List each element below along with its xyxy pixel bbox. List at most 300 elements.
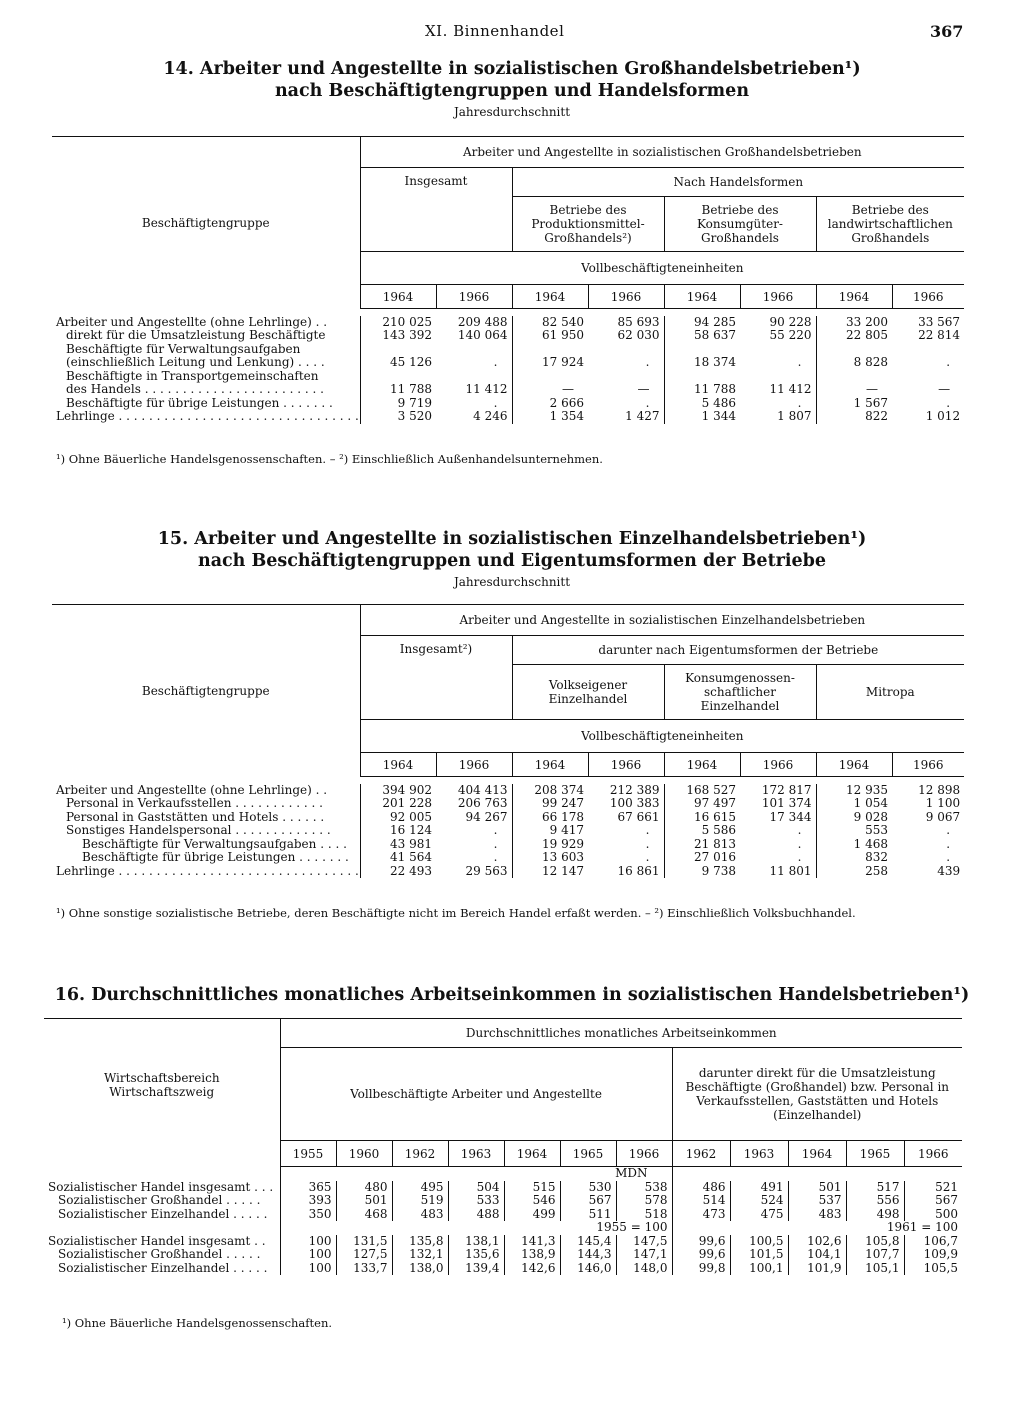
data-cell: 208 374 (512, 784, 588, 798)
data-cell: 100,1 (730, 1262, 788, 1276)
data-cell: 29 563 (465, 863, 508, 878)
table-row (52, 797, 964, 811)
table15-header-unit: Vollbeschäftigteneinheiten (360, 720, 964, 753)
table15-header-col2: Konsumgenossen-schaftlicher Einzelhandel (664, 665, 816, 720)
data-cell: . (645, 823, 650, 837)
data-cell: 13 603 (512, 851, 588, 865)
table16 (44, 1018, 962, 1275)
t16-year-left-0: 1955 (280, 1141, 336, 1167)
data-cell: 138,0 (392, 1262, 448, 1276)
table16-body (44, 1167, 962, 1276)
table-row (52, 370, 964, 384)
data-cell: 1 468 (816, 838, 892, 852)
data-cell: 350 (308, 1206, 332, 1221)
t14-year-4: 1964 (664, 285, 740, 309)
data-cell: 511 (560, 1208, 616, 1222)
data-cell: 33 567 (918, 314, 961, 329)
data-cell (436, 343, 512, 357)
data-cell: 553 (816, 824, 892, 838)
table15-footnote: ¹) Ohne sonstige sozialistische Betriebe, deren Beschäftigte nicht im Bereich Handel erfaßt werden. – ²) Einschließlich Volksbuchhandel. (56, 906, 856, 920)
data-cell: . (645, 836, 650, 851)
data-cell: 9 417 (512, 824, 588, 838)
table-row (44, 1235, 962, 1249)
table16-header-left: Vollbeschäftigte Arbeiter und Angestellte (280, 1048, 672, 1141)
data-cell: 99,8 (672, 1262, 730, 1276)
data-cell: 11 788 (664, 383, 740, 397)
data-cell: 533 (448, 1194, 504, 1208)
data-cell: 483 (392, 1208, 448, 1222)
data-cell: 832 (816, 851, 892, 865)
unit-right-label (672, 1167, 962, 1181)
table-row (52, 838, 964, 852)
row-label: Lehrlinge . . . . . . . . . . . . . . . . . . . . . . . . . . . . . . . . (52, 410, 360, 424)
table16-header-right: darunter direkt für die Umsatzleistung Beschäftigte (Großhandel) bzw. Personal in Verkaufsstellen, Gaststätten und Hotels (Einzelhandel) (672, 1048, 962, 1141)
t16-year-left-2: 1962 (392, 1141, 448, 1167)
data-cell: 537 (788, 1194, 846, 1208)
data-cell: 500 (904, 1208, 962, 1222)
table14-header-total: Insgesamt (404, 174, 468, 188)
data-cell: 209 488 (457, 314, 508, 329)
data-cell: — (637, 382, 650, 396)
data-cell: 135,8 (392, 1235, 448, 1249)
data-cell: 100,5 (730, 1235, 788, 1249)
data-cell: 135,6 (448, 1248, 504, 1262)
data-cell: 109,9 (904, 1248, 962, 1262)
table15-header-main: Arbeiter und Angestellte in sozialistischen Einzelhandelsbetrieben (360, 605, 964, 636)
data-cell: 18 374 (664, 356, 740, 370)
data-cell: 16 861 (617, 863, 660, 878)
data-cell: 480 (336, 1181, 392, 1195)
data-cell: 105,1 (846, 1262, 904, 1276)
data-cell: 143 392 (382, 328, 432, 342)
table15-title-block (0, 528, 1024, 589)
data-cell (664, 343, 740, 357)
data-cell: . (797, 836, 802, 851)
data-cell: 483 (788, 1208, 846, 1222)
data-cell (360, 343, 436, 357)
data-cell: 94 285 (664, 316, 740, 330)
data-cell: 62 030 (617, 328, 660, 342)
data-cell: 142,6 (504, 1262, 560, 1276)
table15-header-group: darunter nach Eigentumsformen der Betriebe (512, 636, 964, 665)
data-cell: 499 (504, 1208, 560, 1222)
data-cell: 439 (937, 863, 961, 878)
row-label: Beschäftigte für Verwaltungsaufgaben (52, 343, 360, 357)
table15-header-col3: Mitropa (816, 665, 964, 720)
data-cell (436, 370, 512, 384)
data-cell: 138,1 (448, 1235, 504, 1249)
data-cell: . (946, 355, 951, 369)
table-row (44, 1181, 962, 1195)
data-cell: — (512, 383, 588, 397)
data-cell: 101 374 (761, 796, 812, 810)
data-cell: 105,5 (904, 1262, 962, 1276)
t16-year-left-6: 1966 (616, 1141, 672, 1167)
data-cell (740, 343, 816, 357)
data-cell: 9 067 (925, 809, 961, 824)
data-cell: 822 (816, 410, 892, 424)
table15-subtitle: Jahresdurchschnitt (453, 575, 571, 589)
data-cell: . (797, 395, 802, 410)
data-cell: 519 (392, 1194, 448, 1208)
data-cell: 106,7 (904, 1235, 962, 1249)
t14-year-3: 1966 (588, 285, 664, 309)
data-cell: 8 828 (816, 356, 892, 370)
table14-subtitle: Jahresdurchschnitt (453, 105, 571, 119)
data-cell: 148,0 (616, 1262, 672, 1276)
t15-year-2: 1964 (512, 753, 588, 777)
data-cell: 9 738 (664, 865, 740, 879)
unit-stub-cell (44, 1221, 280, 1235)
t16-year-right-2: 1964 (788, 1141, 846, 1167)
data-cell: . (946, 823, 951, 837)
data-cell: . (493, 850, 498, 864)
t14-year-1: 1966 (436, 285, 512, 309)
data-cell (664, 370, 740, 384)
data-cell: 517 (846, 1181, 904, 1195)
chapter-title: XI. Binnenhandel (425, 22, 565, 40)
data-cell: 99,6 (672, 1235, 730, 1249)
data-cell: 11 412 (769, 382, 812, 396)
data-cell: . (493, 836, 498, 851)
data-cell: 12 147 (512, 865, 588, 879)
data-cell: 33 200 (816, 316, 892, 330)
data-cell: 61 950 (512, 329, 588, 343)
data-cell: 100 (308, 1233, 332, 1248)
data-cell: 94 267 (465, 809, 508, 824)
data-cell: 82 540 (512, 316, 588, 330)
data-cell: 12 898 (918, 782, 961, 797)
t14-year-2: 1964 (512, 285, 588, 309)
data-cell: 22 814 (918, 328, 961, 342)
table-row (52, 851, 964, 865)
data-cell: — (938, 382, 951, 396)
table15-header-col1: Volkseigener Einzelhandel (512, 665, 664, 720)
data-cell: 16 615 (664, 811, 740, 825)
t16-year-left-4: 1964 (504, 1141, 560, 1167)
data-cell: . (645, 850, 650, 864)
unit-row (44, 1167, 962, 1181)
data-cell: 495 (392, 1181, 448, 1195)
unit-left-label: 1955 = 100 (596, 1220, 668, 1234)
data-cell: 530 (560, 1181, 616, 1195)
data-cell (892, 343, 964, 357)
table14-body (52, 309, 964, 424)
row-label: Arbeiter und Angestellte (ohne Lehrlinge) . . (52, 784, 360, 798)
row-label: Sozialistischer Einzelhandel . . . . . (44, 1262, 280, 1276)
row-label: direkt für die Umsatzleistung Beschäftigte (52, 329, 360, 343)
data-cell: 138,9 (504, 1248, 560, 1262)
data-cell: 45 126 (390, 355, 432, 369)
data-cell: 90 228 (769, 314, 812, 329)
table16-title-block (0, 984, 1024, 1006)
t16-year-right-3: 1965 (846, 1141, 904, 1167)
data-cell: 546 (504, 1194, 560, 1208)
row-label: Sozialistischer Handel insgesamt . . . (44, 1181, 280, 1195)
data-cell: . (797, 823, 802, 837)
data-cell: 22 493 (390, 863, 432, 878)
row-label: Sozialistischer Großhandel . . . . . (44, 1194, 280, 1208)
data-cell: 498 (846, 1208, 904, 1222)
data-cell: 504 (448, 1181, 504, 1195)
row-label: Beschäftigte für übrige Leistungen . . . . . . . (52, 851, 360, 865)
data-cell: 501 (788, 1181, 846, 1195)
data-cell: 139,4 (448, 1262, 504, 1276)
data-cell: 404 413 (457, 782, 508, 797)
data-cell (816, 343, 892, 357)
data-cell: . (493, 355, 498, 369)
t16-year-right-4: 1966 (904, 1141, 962, 1167)
data-cell: 145,4 (560, 1235, 616, 1249)
t14-year-5: 1966 (740, 285, 816, 309)
data-cell: 100 (308, 1247, 332, 1261)
data-cell: 1 054 (816, 797, 892, 811)
row-label: Beschäftigte für übrige Leistungen . . . . . . . (52, 397, 360, 411)
data-cell: 102,6 (788, 1235, 846, 1249)
data-cell: 85 693 (617, 314, 660, 329)
table14 (52, 136, 964, 424)
t16-year-left-1: 1960 (336, 1141, 392, 1167)
t15-year-6: 1964 (816, 753, 892, 777)
table15 (52, 604, 964, 878)
table14-header-col1: Betriebe des Produktionsmittel-Großhandels²) (512, 197, 664, 252)
table-row (44, 1194, 962, 1208)
spacer-cell (52, 309, 964, 316)
data-cell: 393 (308, 1193, 332, 1207)
table16-header-main: Durchschnittliches monatliches Arbeitseinkommen (280, 1019, 962, 1048)
table14-header-col2: Betriebe des Konsumgüter-Großhandels (664, 197, 816, 252)
t14-year-7: 1966 (892, 285, 964, 309)
data-cell: 168 527 (664, 784, 740, 798)
t15-year-1: 1966 (436, 753, 512, 777)
data-cell: 22 805 (816, 329, 892, 343)
data-cell: 567 (560, 1194, 616, 1208)
row-label: Personal in Verkaufsstellen . . . . . . . . . . . . (52, 797, 360, 811)
table-row (52, 343, 964, 357)
data-cell: . (946, 395, 951, 410)
data-cell: 1 807 (777, 409, 812, 423)
data-cell: 131,5 (336, 1235, 392, 1249)
table-row (52, 784, 964, 798)
table14-title-block (0, 58, 1024, 119)
data-cell: 99 247 (512, 797, 588, 811)
t15-year-5: 1966 (740, 753, 816, 777)
data-cell: 501 (336, 1194, 392, 1208)
data-cell: 92 005 (390, 809, 432, 824)
row-label: des Handels . . . . . . . . . . . . . . . . . . . . . . . . (52, 383, 360, 397)
table-row (44, 1208, 962, 1222)
table14-stub-header: Beschäftigtengruppe (52, 137, 360, 309)
data-cell: 521 (904, 1181, 962, 1195)
spacer-cell (52, 777, 964, 784)
data-cell: 518 (616, 1208, 672, 1222)
t16-year-left-3: 1963 (448, 1141, 504, 1167)
row-label: Lehrlinge . . . . . . . . . . . . . . . . . . . . . . . . . . . . . . . . (52, 865, 360, 879)
page-number: 367 (930, 22, 964, 41)
table-row (52, 356, 964, 370)
data-cell: 475 (730, 1208, 788, 1222)
data-cell (816, 370, 892, 384)
data-cell: 556 (846, 1194, 904, 1208)
data-cell: . (797, 850, 802, 864)
data-cell: 514 (672, 1194, 730, 1208)
row-label: Beschäftigte für Verwaltungsaufgaben . . . . (52, 838, 360, 852)
data-cell: . (493, 395, 498, 410)
t15-year-3: 1966 (588, 753, 664, 777)
data-cell: 19 929 (512, 838, 588, 852)
data-cell: 206 763 (457, 796, 508, 810)
data-cell: 468 (336, 1208, 392, 1222)
data-cell: 1 344 (664, 410, 740, 424)
table-row (52, 410, 964, 424)
data-cell: 515 (504, 1181, 560, 1195)
row-label: Sozialistischer Handel insgesamt . . (44, 1235, 280, 1249)
data-cell: 212 389 (609, 782, 660, 797)
data-cell (512, 370, 588, 384)
row-label: Beschäftigte in Transportgemeinschaften (52, 370, 360, 384)
table14-header-group: Nach Handelsformen (512, 168, 964, 197)
data-cell: 101,9 (788, 1262, 846, 1276)
data-cell: 491 (730, 1181, 788, 1195)
data-cell: 147,1 (616, 1248, 672, 1262)
row-label: Arbeiter und Angestellte (ohne Lehrlinge) . . (52, 316, 360, 330)
data-cell: 12 935 (816, 784, 892, 798)
table16-footnote: ¹) Ohne Bäuerliche Handelsgenossenschaften. (62, 1316, 333, 1330)
data-cell: 132,1 (392, 1248, 448, 1262)
data-cell: 99,6 (672, 1248, 730, 1262)
data-cell: 538 (616, 1181, 672, 1195)
data-cell: 3 520 (397, 409, 432, 423)
data-cell: 578 (616, 1194, 672, 1208)
data-cell (892, 370, 964, 384)
data-cell: 11 412 (465, 382, 508, 396)
data-cell: 21 813 (664, 838, 740, 852)
table-row (52, 316, 964, 330)
data-cell: 394 902 (382, 782, 432, 797)
table15-header-total: Insgesamt²) (399, 642, 473, 656)
table14-header-col3: Betriebe des landwirtschaftlichen Großhandels (816, 197, 964, 252)
t14-year-0: 1964 (360, 285, 436, 309)
data-cell: 107,7 (846, 1248, 904, 1262)
table16-title: 16. Durchschnittliches monatliches Arbeitseinkommen in sozialistischen Handelsbetrieben¹) (54, 985, 970, 1005)
unit-stub-cell (44, 1167, 280, 1181)
data-cell: 17 924 (512, 356, 588, 370)
data-cell: 4 246 (473, 409, 508, 423)
t14-year-6: 1964 (816, 285, 892, 309)
data-cell: 1 012 (925, 409, 961, 423)
row-label: Sozialistischer Großhandel . . . . . (44, 1248, 280, 1262)
data-cell: 1 100 (925, 796, 961, 810)
data-cell: 127,5 (336, 1248, 392, 1262)
data-cell: 58 637 (664, 329, 740, 343)
table14-header-main: Arbeiter und Angestellte in sozialistischen Großhandelsbetrieben (360, 137, 964, 168)
data-cell (740, 370, 816, 384)
data-cell: . (946, 836, 951, 851)
t15-year-7: 1966 (892, 753, 964, 777)
t15-year-4: 1964 (664, 753, 740, 777)
table-row (52, 811, 964, 825)
table14-title-line2: nach Beschäftigtengruppen und Handelsformen (274, 81, 750, 101)
table-row (44, 1248, 962, 1262)
spacer-row (52, 309, 964, 316)
data-cell: 1 427 (625, 409, 660, 423)
table15-title-line1: 15. Arbeiter und Angestellte in sozialistischen Einzelhandelsbetrieben¹) (157, 529, 867, 549)
data-cell: 210 025 (382, 314, 432, 329)
t15-year-0: 1964 (360, 753, 436, 777)
row-label: Sonstiges Handelspersonal . . . . . . . . . . . . . (52, 824, 360, 838)
data-cell: 488 (448, 1208, 504, 1222)
data-cell: 55 220 (769, 328, 812, 342)
spacer-row (52, 777, 964, 784)
table-row (52, 383, 964, 397)
table15-stub-header: Beschäftigtengruppe (52, 605, 360, 777)
data-cell: 105,8 (846, 1235, 904, 1249)
unit-right-label: 1961 = 100 (672, 1221, 962, 1235)
t16-year-left-5: 1965 (560, 1141, 616, 1167)
data-cell: 67 661 (617, 809, 660, 824)
table-row (52, 824, 964, 838)
data-cell: 140 064 (457, 328, 508, 342)
data-cell: 101,5 (730, 1248, 788, 1262)
data-cell: — (816, 383, 892, 397)
data-cell: 9 028 (816, 811, 892, 825)
data-cell: 1 567 (816, 397, 892, 411)
row-label: Sozialistischer Einzelhandel . . . . . (44, 1208, 280, 1222)
data-cell: 524 (730, 1194, 788, 1208)
table-row (44, 1262, 962, 1276)
data-cell: 66 178 (512, 811, 588, 825)
data-cell: 147,5 (616, 1235, 672, 1249)
table-row (52, 865, 964, 879)
table16-stub-header-line1: Wirtschaftsbereich (103, 1071, 220, 1085)
data-cell: 9 719 (397, 395, 432, 410)
data-cell: 100 (308, 1260, 332, 1275)
table16-stub-header (44, 1019, 280, 1167)
data-cell: 172 817 (761, 782, 812, 797)
unit-left-label: MDN (615, 1166, 648, 1180)
data-cell: 17 344 (769, 809, 812, 824)
data-cell: 141,3 (504, 1235, 560, 1249)
data-cell (588, 370, 664, 384)
data-cell: 486 (672, 1181, 730, 1195)
data-cell: 473 (672, 1208, 730, 1222)
table14-footnote: ¹) Ohne Bäuerliche Handelsgenossenschaften. – ²) Einschließlich Außenhandelsunternehmen. (56, 452, 603, 466)
table-row (52, 397, 964, 411)
unit-row (44, 1221, 962, 1235)
t16-year-right-1: 1963 (730, 1141, 788, 1167)
data-cell (512, 343, 588, 357)
running-head (0, 22, 1024, 44)
data-cell: 11 801 (769, 863, 812, 878)
data-cell: . (645, 355, 650, 369)
data-cell: 365 (308, 1179, 332, 1194)
data-cell: 1 354 (512, 410, 588, 424)
row-label: (einschließlich Leitung und Lenkung) . . . . (52, 356, 360, 370)
table16-stub-header-line2: Wirtschaftszweig (109, 1085, 215, 1099)
data-cell: 5 486 (664, 397, 740, 411)
data-cell: . (645, 395, 650, 410)
data-cell: 144,3 (560, 1248, 616, 1262)
table15-title-line2: nach Beschäftigtengruppen und Eigentumsformen der Betriebe (197, 551, 827, 571)
data-cell (360, 370, 436, 384)
row-label: Personal in Gaststätten und Hotels . . . . . . (52, 811, 360, 825)
table14-title-line1: 14. Arbeiter und Angestellte in sozialistischen Großhandelsbetrieben¹) (163, 59, 861, 79)
t16-year-right-0: 1962 (672, 1141, 730, 1167)
data-cell: 133,7 (336, 1262, 392, 1276)
data-cell: 146,0 (560, 1262, 616, 1276)
data-cell: 97 497 (664, 797, 740, 811)
data-cell: 41 564 (390, 850, 432, 864)
